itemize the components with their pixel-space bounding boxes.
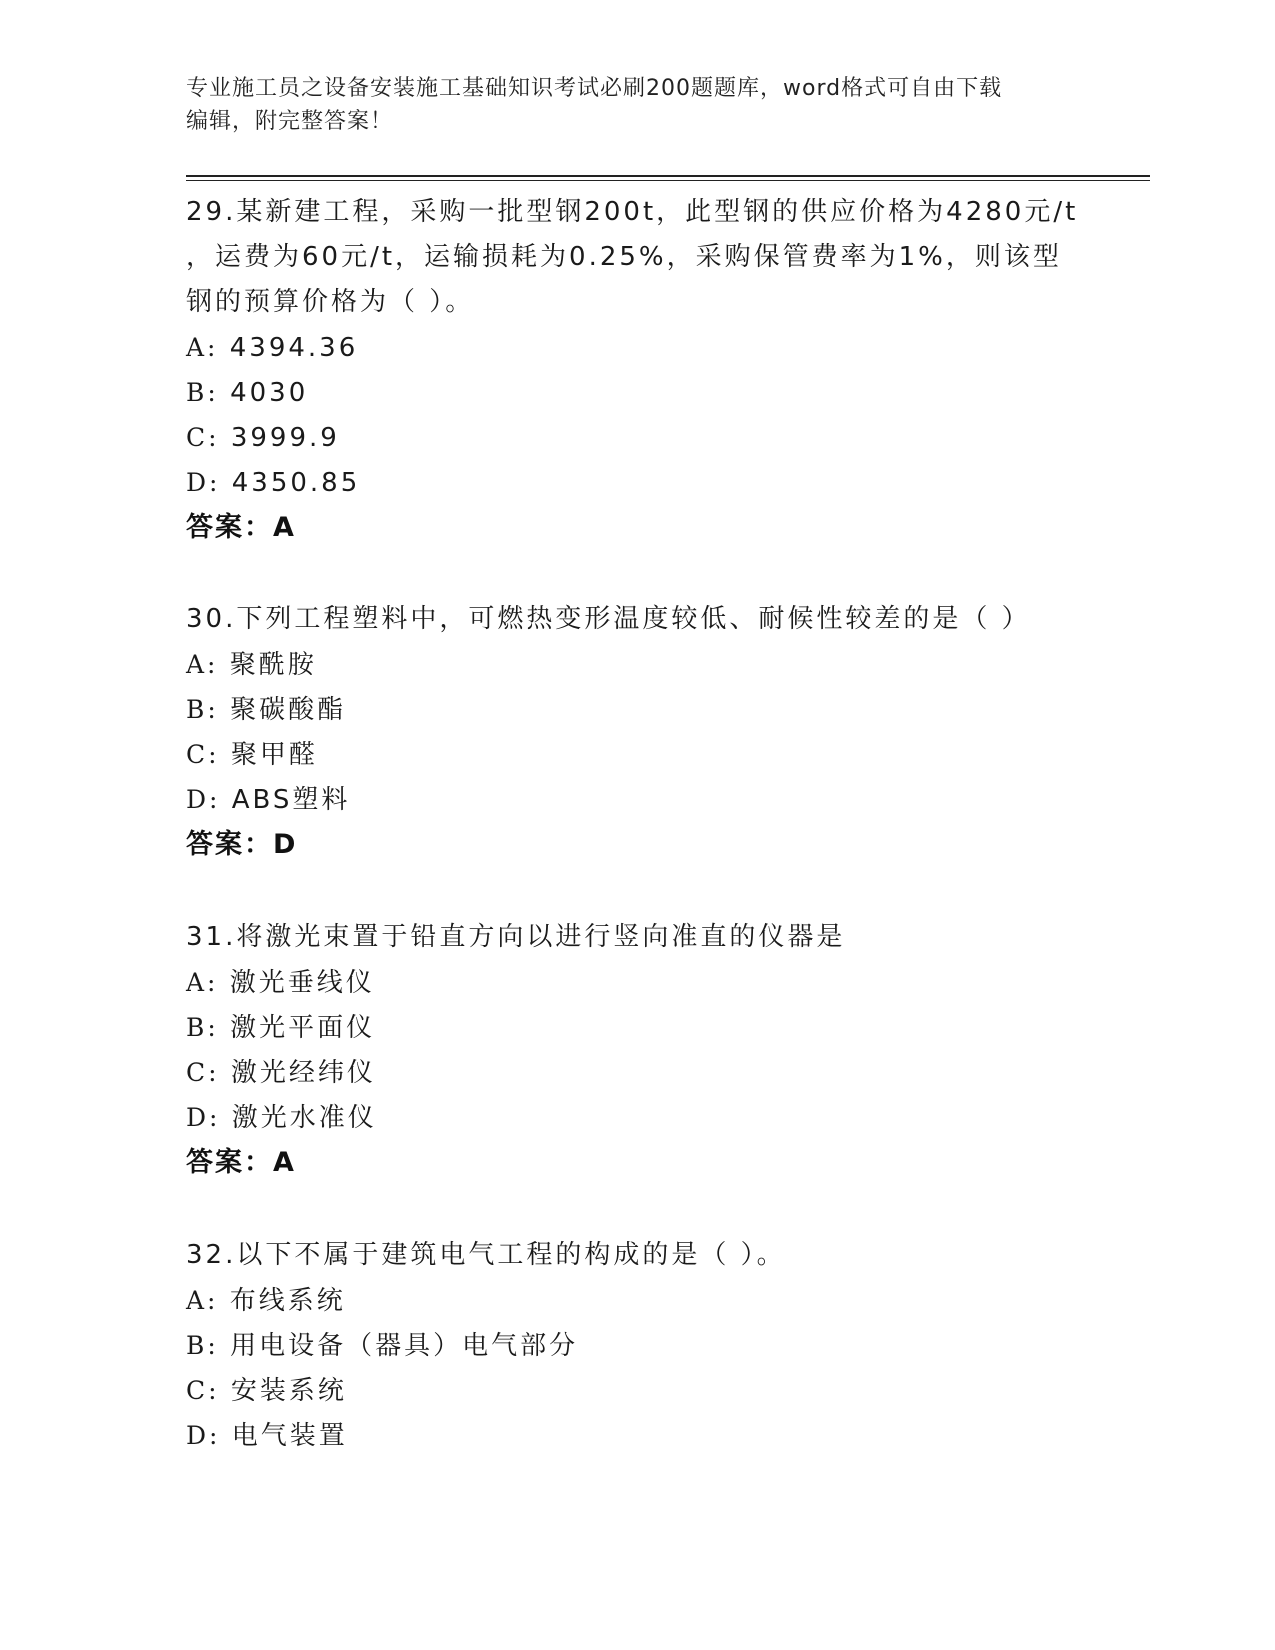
option-letter: B: [186, 1331, 219, 1360]
stem-line: 钢的预算价格为（ ）。 [186, 287, 475, 317]
option-c [186, 1050, 1086, 1095]
option-c [186, 732, 1086, 777]
option-letter: C: [186, 1058, 220, 1087]
option-text: 聚酰胺 [229, 650, 317, 680]
option-letter: D: [186, 785, 221, 814]
answer-label: 答案：A [186, 1147, 296, 1178]
option-text: 4030 [230, 378, 309, 408]
option-text: 聚甲醛 [230, 740, 318, 770]
option-a [186, 960, 1086, 1005]
option-text: 聚碳酸酯 [230, 695, 347, 725]
option-d [186, 1413, 1086, 1458]
option-text: 用电设备（器具）电气部分 [230, 1331, 579, 1361]
stem-line: 32.以下不属于建筑电气工程的构成的是（ ）。 [186, 1240, 786, 1270]
option-d [186, 460, 1086, 505]
option-letter: D: [186, 1103, 221, 1132]
option-b [186, 1323, 1086, 1368]
header-divider-thin [186, 180, 1150, 181]
option-text: 电气装置 [231, 1421, 348, 1451]
option-c [186, 1368, 1086, 1413]
option-text: 布线系统 [229, 1286, 346, 1316]
question-stem [186, 597, 1086, 642]
question-stem [186, 915, 1086, 960]
option-b [186, 370, 1086, 415]
option-letter: A: [186, 968, 219, 997]
option-letter: C: [186, 423, 220, 452]
question-stem [186, 1233, 1086, 1278]
stem-line: 30.下列工程塑料中，可燃热变形温度较低、耐候性较差的是（ ） [186, 604, 1031, 634]
header-title-line-2: 编辑，附完整答案！ [186, 109, 394, 134]
option-text: 3999.9 [230, 423, 340, 453]
option-text: 4394.36 [229, 333, 359, 363]
stem-line: 29.某新建工程，采购一批型钢200t，此型钢的供应价格为4280元/t [186, 197, 1079, 227]
option-letter: B: [186, 695, 219, 724]
question-30 [186, 597, 1086, 867]
option-text: 激光平面仪 [230, 1013, 376, 1043]
option-text: 激光经纬仪 [230, 1058, 376, 1088]
option-d [186, 777, 1086, 822]
option-letter: A: [186, 1286, 219, 1315]
option-letter: D: [186, 1421, 221, 1450]
header-title-line-1: 专业施工员之设备安装施工基础知识考试必刷200题题库，word格式可自由下载 [186, 76, 1003, 101]
option-d [186, 1095, 1086, 1140]
question-32 [186, 1233, 1086, 1458]
option-b [186, 687, 1086, 732]
option-b [186, 1005, 1086, 1050]
option-a [186, 1278, 1086, 1323]
stem-line: ，运费为60元/t，运输损耗为0.25%，采购保管费率为1%，则该型 [186, 242, 1062, 272]
option-c [186, 415, 1086, 460]
option-letter: C: [186, 740, 220, 769]
option-letter: B: [186, 1013, 219, 1042]
option-a [186, 642, 1086, 687]
answer-label: 答案：A [186, 512, 296, 543]
option-text: 4350.85 [231, 468, 361, 498]
option-text: 激光水准仪 [231, 1103, 377, 1133]
option-letter: B: [186, 378, 219, 407]
document-header [186, 72, 1066, 138]
option-text: 激光垂线仪 [229, 968, 375, 998]
option-text: ABS塑料 [231, 785, 351, 815]
stem-line: 31.将激光束置于铅直方向以进行竖向准直的仪器是 [186, 922, 846, 952]
option-a [186, 325, 1086, 370]
question-29 [186, 190, 1086, 550]
header-divider-thick [186, 175, 1150, 177]
option-letter: A: [186, 333, 219, 362]
question-31 [186, 915, 1086, 1185]
option-letter: C: [186, 1376, 220, 1405]
option-letter: A: [186, 650, 219, 679]
question-stem [186, 190, 1086, 325]
option-text: 安装系统 [230, 1376, 347, 1406]
option-letter: D: [186, 468, 221, 497]
answer-label: 答案：D [186, 829, 298, 860]
